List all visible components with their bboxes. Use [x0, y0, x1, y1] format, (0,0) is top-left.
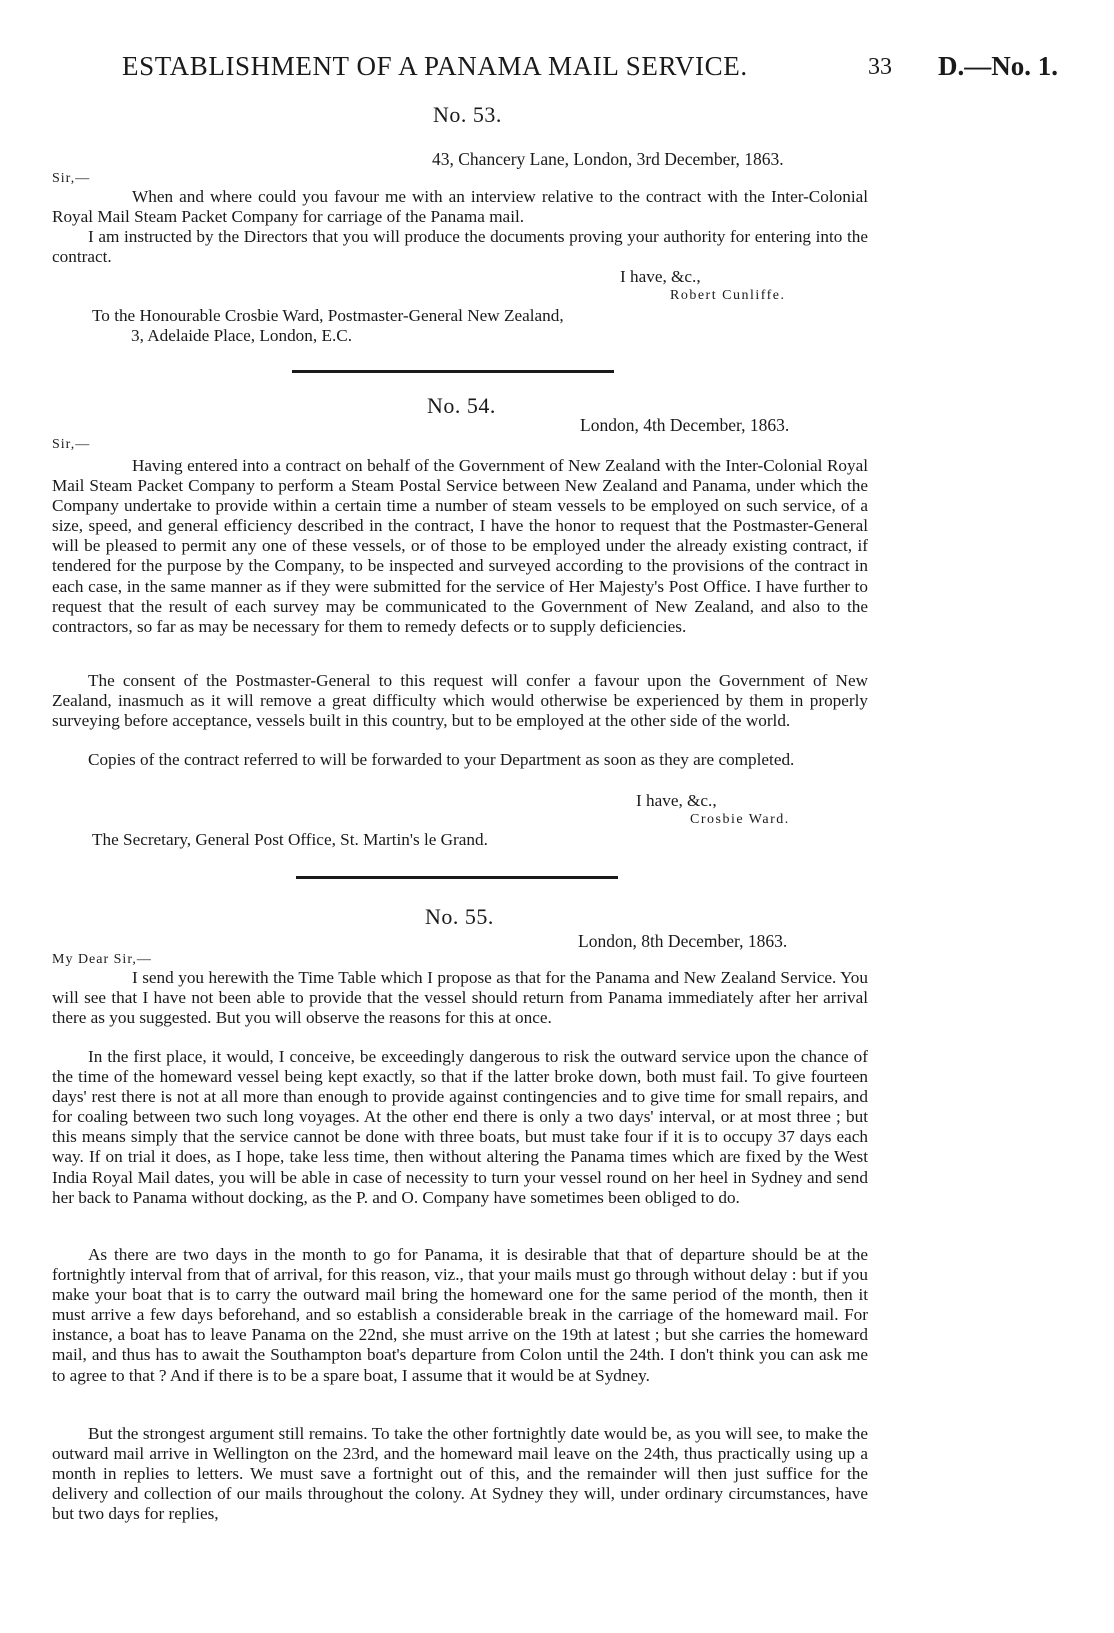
page-number: 33 — [868, 54, 892, 80]
letter-53-address: 43, Chancery Lane, London, 3rd December, 1863. — [432, 149, 784, 169]
letter-55-paragraph-1: I send you herewith the Time Table which I propose as that for the Panama and New Zealand Service. You will see that I have not been able to provide that the vessel should return from Panama immediately after her arrival there as you suggested. But you will observe the reasons for this at once. — [52, 968, 868, 1028]
letter-55-paragraph-4: But the strongest argument still remains. To take the other fortnightly date would be, as you will see, to make the outward mail arrive in Wellington on the 23rd, and the homeward mail leave on the 24th, thus practically using up a month in replies to letters. We must save a fortnight out of this, and the remainder will then just suffice for the delivery and collection of our mails throughout the colony. At Sydney they will, under ordinary circumstances, have but two days for replies, — [52, 1424, 868, 1524]
letter-53-number: No. 53. — [433, 102, 502, 127]
section-divider — [292, 370, 614, 373]
letter-54-paragraph-3: Copies of the contract referred to will be forwarded to your Department as soon as they are completed. — [88, 750, 795, 769]
letter-53-signature: Robert Cunliffe. — [670, 288, 786, 303]
letter-54-salutation: Sir,— — [52, 437, 91, 452]
document-reference: D.—No. 1. — [938, 51, 1058, 81]
letter-54-closing: I have, &c., — [636, 791, 717, 810]
letter-54-paragraph-1: Having entered into a contract on behalf of the Government of New Zealand with the Inter-Colonial Royal Mail Steam Packet Company to perform a Steam Postal Service between New Zealand and Panama, under which the Company undertake to provide within a certain time a number of steam vessels to be employed on such service, of a size, speed, and general efficiency described in the contract, I have the honor to request that the Postmaster-General will be pleased to permit any one of these vessels, or of those to be employed under the already existing contract, if tendered for the purpose by the Company, to be inspected and surveyed according to the provisions of the contract in each case, in the same manner as if they were submitted for the service of Her Majesty's Post Office. I have further to request that the result of each survey may be communicated to the Government of New Zealand, and also to the contractors, so far as may be necessary for them to remedy defects or to supply deficiencies. — [52, 456, 868, 636]
letter-54-recipient: The Secretary, General Post Office, St. Martin's le Grand. — [92, 830, 488, 849]
letter-55-number: No. 55. — [425, 904, 494, 929]
letter-54-address: London, 4th December, 1863. — [580, 415, 790, 435]
letter-54-paragraph-2: The consent of the Postmaster-General to this request will confer a favour upon the Government of New Zealand, inasmuch as it will remove a great difficulty which would otherwise be experienced by them in properly surveying before acceptance, vessels built in this country, but to be employed at the other side of the world. — [52, 671, 868, 731]
letter-53-paragraph-1: When and where could you favour me with an interview relative to the contract with the Inter-Colonial Royal Mail Steam Packet Company for carriage of the Panama mail. — [52, 187, 868, 227]
letter-54-number: No. 54. — [427, 393, 496, 418]
letter-53-salutation: Sir,— — [52, 171, 91, 186]
section-divider — [296, 876, 618, 879]
letter-55-paragraph-2: In the first place, it would, I conceive, be exceedingly dangerous to risk the outward service upon the chance of the time of the homeward vessel being kept exactly, so that if the latter broke down, both must fail. To give fourteen days' rest there is not at all more than enough to provide against contingencies and to give time for small repairs, and for coaling between two such long voyages. At the other end there is only a two days' interval, or at most three ; but this means simply that the service cannot be done with three boats, but must take four if it is to occupy 37 days each way. If on trial it does, as I hope, take less time, then without altering the Panama times which are fixed by the West India Royal Mail dates, you will be able in case of necessity to turn your vessel round on her heel in Sydney and send her back to Panama without docking, as the P. and O. Company have sometimes been obliged to do. — [52, 1047, 868, 1207]
letter-53-closing: I have, &c., — [620, 267, 701, 286]
letter-55-salutation: My Dear Sir,— — [52, 952, 152, 967]
letter-55-paragraph-3: As there are two days in the month to go for Panama, it is desirable that that of departure should be at the fortnightly interval from that of arrival, for this reason, viz., that your mails must go through without delay : but if you make your boat that is to carry the outward mail bring the homeward one for the same period of the month, then it must arrive a few days beforehand, and so establish a considerable break in the carriage of the homeward mail. For instance, a boat has to leave Panama on the 22nd, she must arrive on the 19th at latest ; but she carries the homeward mail, and thus has to await the Southampton boat's departure from Colon until the 24th. I don't think you can ask me to agree to that ? And if there is to be a spare boat, I assume that it would be at Sydney. — [52, 1245, 868, 1385]
letter-55-address: London, 8th December, 1863. — [578, 931, 788, 951]
page-header-title: ESTABLISHMENT OF A PANAMA MAIL SERVICE. — [122, 51, 748, 81]
letter-53-recipient-line-2: 3, Adelaide Place, London, E.C. — [131, 326, 353, 345]
letter-53-recipient-line-1: To the Honourable Crosbie Ward, Postmaster-General New Zealand, — [92, 306, 564, 325]
letter-53-paragraph-2: I am instructed by the Directors that you will produce the documents proving your authority for entering into the contract. — [52, 227, 868, 267]
letter-54-signature: Crosbie Ward. — [690, 812, 790, 827]
